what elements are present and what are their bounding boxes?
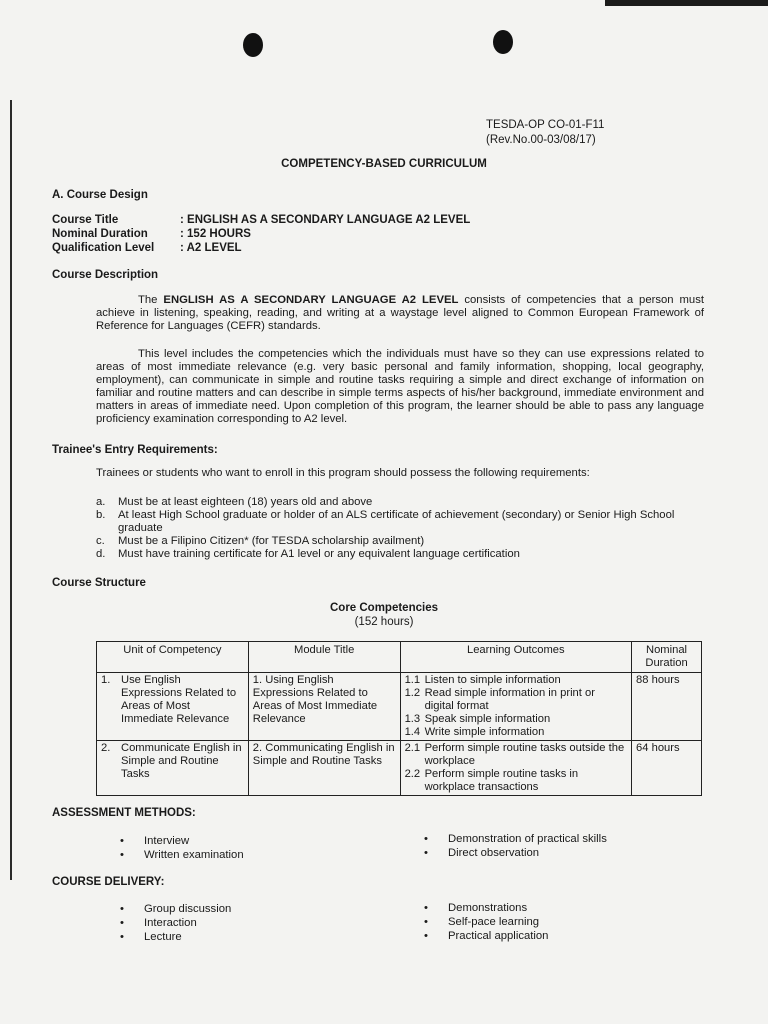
duration-cell: 64 hours bbox=[632, 741, 702, 796]
list-item: • Group discussion bbox=[120, 903, 232, 915]
learning-outcome: 1.1 Listen to simple information bbox=[404, 674, 561, 686]
para2-text: This level includes the competencies which the individuals must have so they can use expressions related to areas of most immediate relevance (e.g. very basic personal and family information, shopping, local geography, employment), can communicate in simple and routine tasks requiring a simple and direct exchange of information on familiar and routine matters and can describe in simple terms aspects of his/her background, immediate environment and matters in areas of immediate need. Upon completion of this program, the learner should be able to pass any language proficiency examination corresponding to A2 level. bbox=[96, 348, 704, 425]
unit-cell bbox=[97, 741, 249, 796]
learning-outcome: 1.2 Read simple information in print or digital format bbox=[404, 687, 595, 712]
list-item: • Lecture bbox=[120, 931, 182, 943]
column-header: Learning Outcomes bbox=[400, 642, 631, 673]
course-title-row bbox=[52, 214, 470, 226]
outcomes-cell bbox=[400, 741, 631, 796]
learning-outcome: 2.2 Perform simple routine tasks in workplace transactions bbox=[404, 768, 579, 793]
learning-outcome: 1.4 Write simple information bbox=[404, 726, 545, 738]
delivery-list-right bbox=[424, 901, 548, 943]
list-item: • Demonstrations bbox=[424, 902, 528, 914]
list-item bbox=[96, 509, 716, 535]
learning-outcome: 1.3 Speak simple information bbox=[404, 713, 551, 725]
course-title-label: Course Title bbox=[52, 214, 119, 226]
list-item: • Practical application bbox=[424, 930, 549, 942]
scan-shadow bbox=[605, 0, 768, 6]
list-marker: d. bbox=[96, 548, 106, 560]
course-title-value: : ENGLISH AS A SECONDARY LANGUAGE A2 LEVEL bbox=[180, 214, 471, 226]
list-item bbox=[96, 535, 716, 548]
unit-number: 1. bbox=[101, 674, 111, 686]
course-description-paragraph-2 bbox=[96, 348, 704, 426]
table-header-row bbox=[97, 642, 702, 673]
core-competencies-title: Core Competencies bbox=[329, 602, 438, 614]
course-description-paragraph-1 bbox=[96, 294, 704, 333]
punch-hole-right bbox=[493, 30, 513, 54]
section-course-design: A. Course Design bbox=[52, 189, 148, 201]
para1-pre: The bbox=[138, 294, 158, 306]
core-competencies-hours: (152 hours) bbox=[354, 616, 414, 628]
unit-number: 2. bbox=[101, 742, 111, 754]
punch-hole-left bbox=[243, 33, 263, 57]
form-code-block bbox=[486, 118, 604, 148]
outcomes-cell bbox=[400, 673, 631, 741]
module-cell: 2. Communicating English in Simple and Routine Tasks bbox=[248, 741, 400, 796]
list-marker: a. bbox=[96, 496, 106, 508]
unit-text: Communicate English in Simple and Routine Tasks bbox=[121, 742, 242, 780]
nominal-duration-label: Nominal Duration bbox=[52, 228, 148, 240]
list-marker: c. bbox=[96, 535, 105, 547]
assessment-list-left bbox=[120, 834, 244, 862]
course-description-heading: Course Description bbox=[52, 269, 159, 281]
learning-outcome: 2.1 Perform simple routine tasks outside the workplace bbox=[404, 742, 625, 767]
list-item: • Direct observation bbox=[424, 847, 540, 859]
list-marker: b. bbox=[96, 509, 106, 521]
nominal-duration-row bbox=[52, 228, 251, 240]
unit-cell bbox=[97, 673, 249, 741]
delivery-list-left bbox=[120, 902, 231, 944]
module-cell: 1. Using English Expressions Related to Areas of Most Immediate Relevance bbox=[248, 673, 400, 741]
table-row bbox=[97, 673, 702, 741]
column-header: Module Title bbox=[248, 642, 400, 673]
para1-course-name: ENGLISH AS A SECONDARY LANGUAGE A2 LEVEL bbox=[163, 294, 459, 306]
qualification-level-label: Qualification Level bbox=[52, 242, 155, 254]
entry-requirements-heading: Trainee's Entry Requirements: bbox=[52, 444, 218, 456]
list-text: At least High School graduate or holder of an ALS certificate of achievement (secondary) or Senior High School graduate bbox=[118, 509, 675, 534]
assessment-methods-heading: ASSESSMENT METHODS: bbox=[52, 807, 196, 819]
list-item: • Self-pace learning bbox=[424, 916, 540, 928]
course-delivery-heading: COURSE DELIVERY: bbox=[52, 876, 165, 888]
list-item: • Demonstration of practical skills bbox=[424, 833, 607, 845]
list-text: Must be a Filipino Citizen* (for TESDA scholarship availment) bbox=[118, 535, 425, 547]
binding-edge-line bbox=[10, 100, 12, 880]
duration-cell: 88 hours bbox=[632, 673, 702, 741]
unit-text: Use English Expressions Related to Areas of Most Immediate Relevance bbox=[121, 674, 237, 725]
para1-post: consists of competencies that a person must achieve in listening, speaking, reading, and writing at a waystage level aligned to Common European Framework of Reference for Languages (CEFR) standards. bbox=[96, 294, 705, 332]
core-competencies-table bbox=[96, 641, 702, 796]
list-item: • Written examination bbox=[120, 849, 244, 861]
assessment-list-right bbox=[424, 832, 607, 860]
list-text: Must be at least eighteen (18) years old and above bbox=[118, 496, 373, 508]
entry-requirements-list bbox=[96, 496, 716, 561]
entry-requirements-intro: Trainees or students who want to enroll in this program should possess the following requirements: bbox=[96, 467, 590, 479]
qualification-level-value: : A2 LEVEL bbox=[180, 242, 242, 254]
list-item: • Interaction bbox=[120, 917, 197, 929]
column-header: Nominal Duration bbox=[632, 642, 702, 673]
column-header: Unit of Competency bbox=[97, 642, 249, 673]
revision-number: (Rev.No.00-03/08/17) bbox=[486, 134, 596, 146]
document-title: COMPETENCY-BASED CURRICULUM bbox=[281, 158, 487, 170]
list-text: Must have training certificate for A1 level or any equivalent language certification bbox=[118, 548, 520, 560]
form-code: TESDA-OP CO-01-F11 bbox=[486, 119, 605, 131]
list-item bbox=[96, 548, 716, 561]
qualification-level-row bbox=[52, 242, 242, 254]
list-item: • Interview bbox=[120, 835, 190, 847]
table-row bbox=[97, 741, 702, 796]
course-structure-heading: Course Structure bbox=[52, 577, 146, 589]
nominal-duration-value: : 152 HOURS bbox=[180, 228, 251, 240]
list-item bbox=[96, 496, 716, 509]
